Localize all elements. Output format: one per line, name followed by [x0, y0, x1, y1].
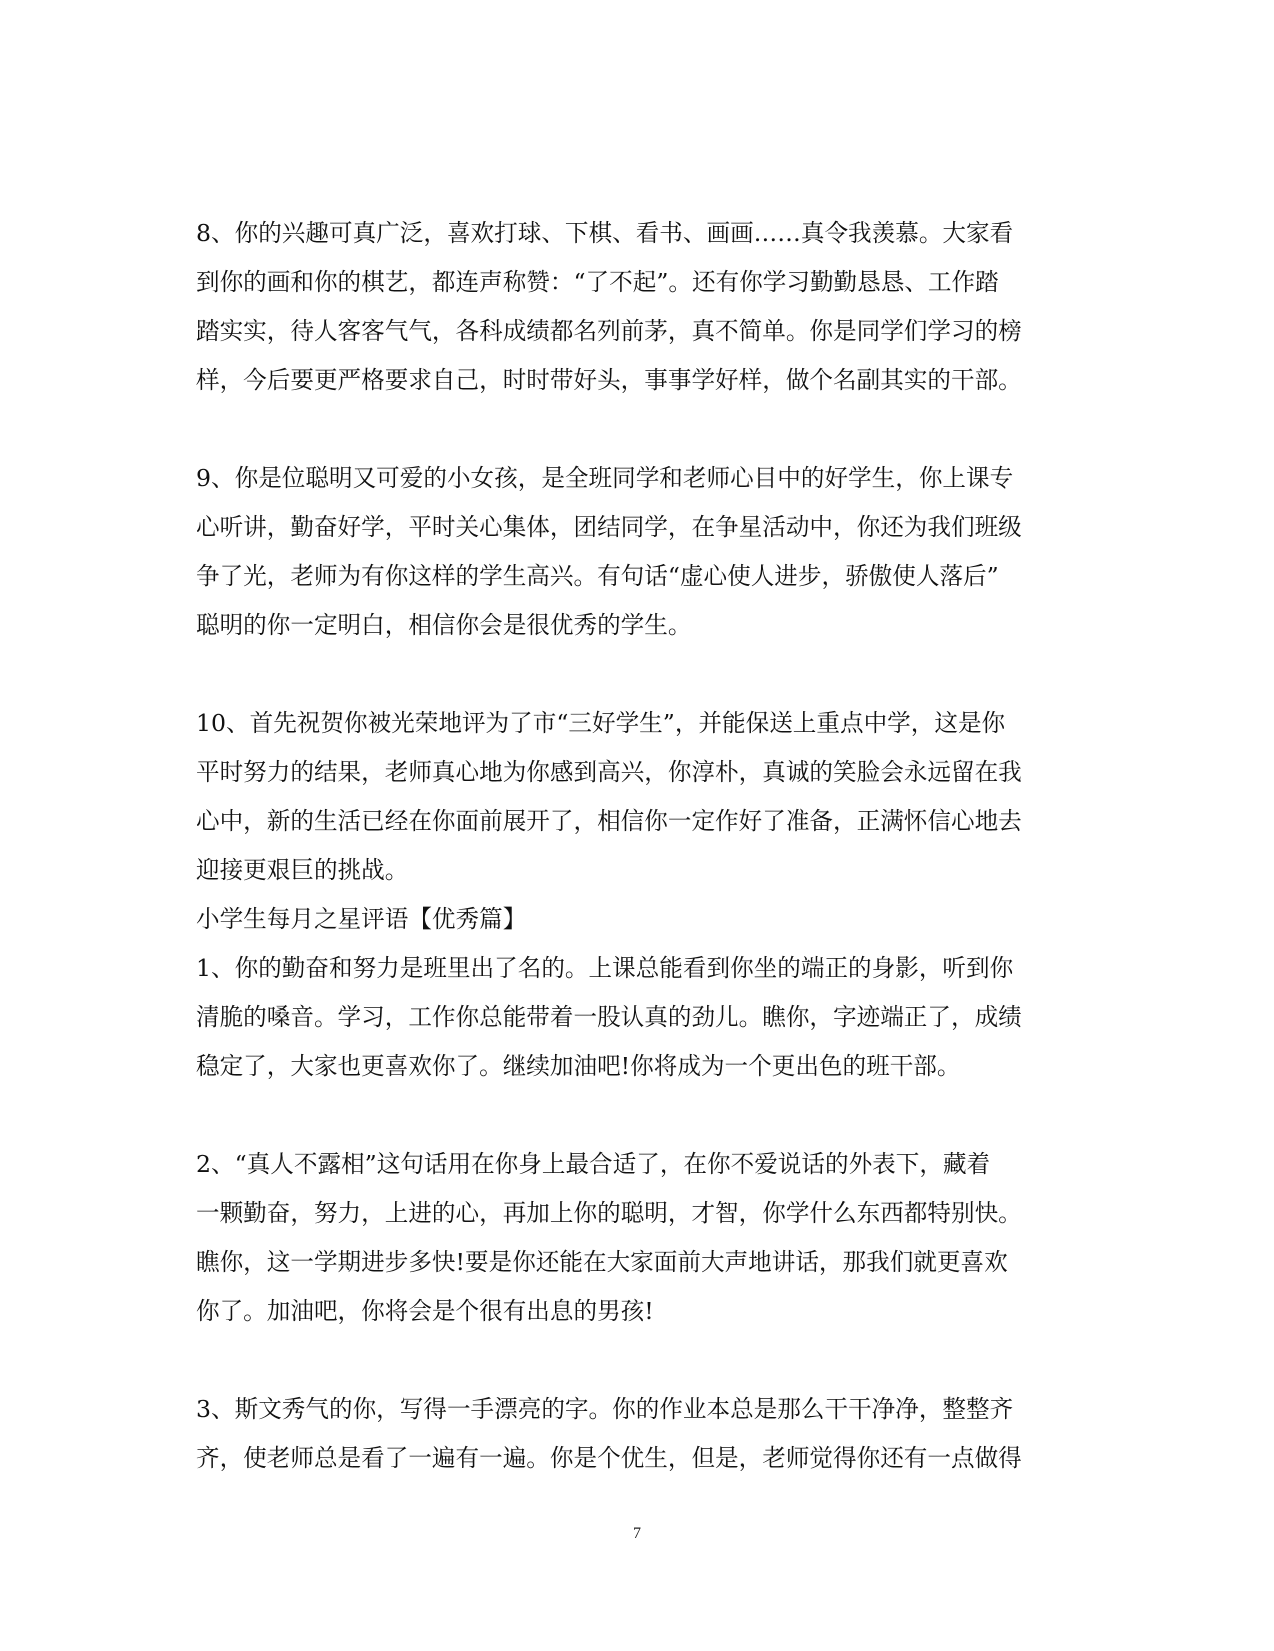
text-line: 一颗勤奋，努力，上进的心，再加上你的聪明，才智，你学什么东西都特别快。	[196, 1199, 1022, 1227]
paragraph-gap	[196, 405, 1076, 454]
paragraph-gap	[196, 1091, 1076, 1140]
paragraph-9	[196, 454, 1076, 650]
paragraph-gap	[196, 1336, 1076, 1385]
paragraph-3	[196, 1385, 1076, 1483]
paragraph-8	[196, 209, 1076, 405]
text-line: 你了。加油吧，你将会是个很有出息的男孩!	[196, 1297, 654, 1325]
text-line: 平时努力的结果，老师真心地为你感到高兴，你淳朴，真诚的笑脸会永远留在我	[196, 758, 1022, 786]
text-line: 齐，使老师总是看了一遍有一遍。你是个优生，但是，老师觉得你还有一点做得	[196, 1444, 1022, 1472]
text-line: 瞧你，这一学期进步多快!要是你还能在大家面前大声地讲话，那我们就更喜欢	[196, 1248, 1008, 1276]
text-line: 1、你的勤奋和努力是班里出了名的。上课总能看到你坐的端正的身影，听到你	[196, 954, 1014, 982]
section-heading-text: 小学生每月之星评语【优秀篇】	[196, 905, 527, 933]
paragraph-gap	[196, 650, 1076, 699]
text-line: 迎接更艰巨的挑战。	[196, 856, 409, 884]
text-line: 争了光，老师为有你这样的学生高兴。有句话“虚心使人进步，骄傲使人落后”	[196, 562, 999, 590]
text-line: 踏实实，待人客客气气，各科成绩都名列前茅，真不简单。你是同学们学习的榜	[196, 317, 1022, 345]
section-heading	[196, 895, 1076, 944]
paragraph-2	[196, 1140, 1076, 1336]
paragraph-1	[196, 944, 1076, 1091]
text-line: 9、你是位聪明又可爱的小女孩，是全班同学和老师心目中的好学生，你上课专	[196, 464, 1014, 492]
text-line: 清脆的嗓音。学习，工作你总能带着一股认真的劲儿。瞧你，字迹端正了，成绩	[196, 1003, 1022, 1031]
text-line: 10、首先祝贺你被光荣地评为了市“三好学生”，并能保送上重点中学，这是你	[196, 709, 1006, 737]
document-body	[196, 209, 1076, 1483]
text-line: 3、斯文秀气的你，写得一手漂亮的字。你的作业本总是那么干干净净，整整齐	[196, 1395, 1014, 1423]
text-line: 样，今后要更严格要求自己，时时带好头，事事学好样，做个名副其实的干部。	[196, 366, 1022, 394]
text-line: 8、你的兴趣可真广泛，喜欢打球、下棋、看书、画画……真令我羡慕。大家看	[196, 219, 1014, 247]
text-line: 2、“真人不露相”这句话用在你身上最合适了，在你不爱说话的外表下，藏着	[196, 1150, 991, 1178]
text-line: 聪明的你一定明白，相信你会是很优秀的学生。	[196, 611, 692, 639]
text-line: 稳定了，大家也更喜欢你了。继续加油吧!你将成为一个更出色的班干部。	[196, 1052, 961, 1080]
text-line: 心中，新的生活已经在你面前展开了，相信你一定作好了准备，正满怀信心地去	[196, 807, 1022, 835]
text-line: 到你的画和你的棋艺，都连声称赞：“了不起”。还有你学习勤勤恳恳、工作踏	[196, 268, 999, 296]
paragraph-10	[196, 699, 1076, 895]
text-line: 心听讲，勤奋好学，平时关心集体，团结同学，在争星活动中，你还为我们班级	[196, 513, 1022, 541]
page-number: 7	[633, 1525, 641, 1542]
